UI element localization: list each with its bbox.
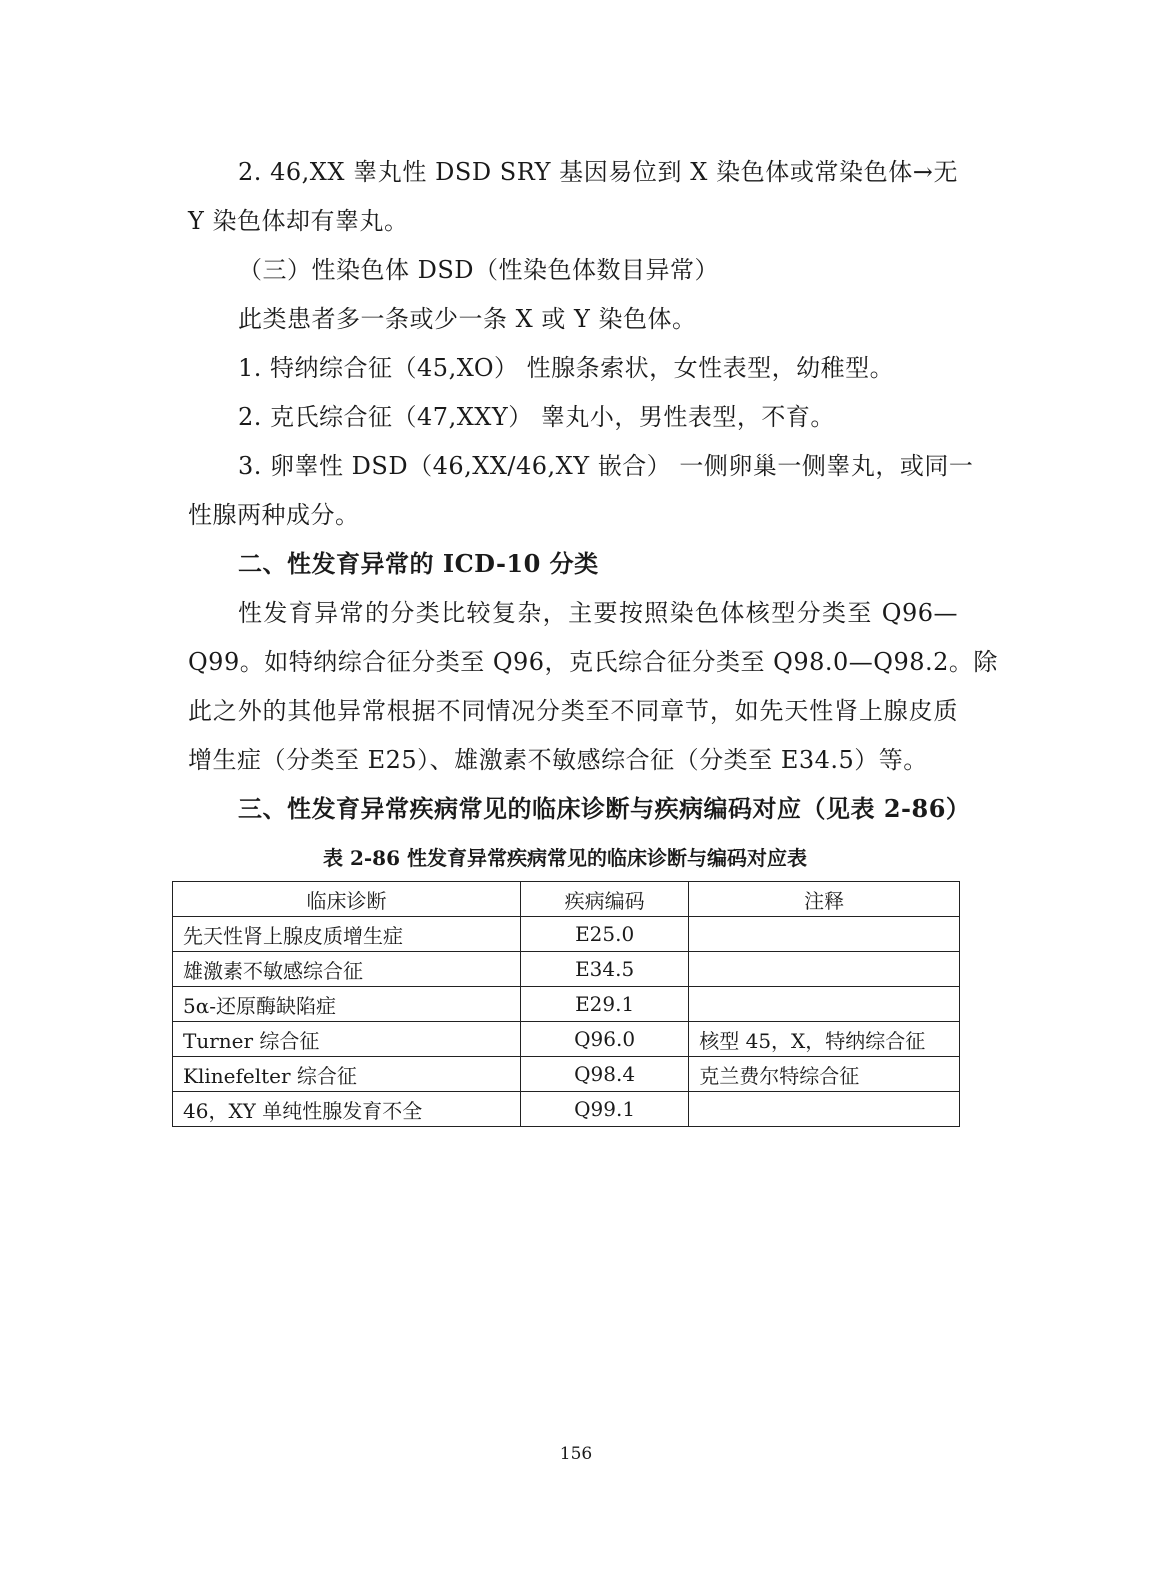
cell-note xyxy=(689,987,960,1022)
table-header-row xyxy=(173,882,960,917)
cell-code: Q98.4 xyxy=(521,1057,689,1092)
cell-code: Q99.1 xyxy=(521,1092,689,1127)
section-heading-sex-chromosome-dsd: （三）性染色体 DSD（性染色体数目异常） xyxy=(238,256,720,284)
cell-note xyxy=(689,1092,960,1127)
cell-diagnosis: Turner 综合征 xyxy=(173,1022,521,1057)
table-row xyxy=(173,1022,960,1057)
cell-diagnosis: 雄激素不敏感综合征 xyxy=(173,952,521,987)
table-row xyxy=(173,917,960,952)
page-number: 156 xyxy=(559,1444,593,1464)
diagnosis-code-table xyxy=(172,881,960,1127)
cell-note xyxy=(689,917,960,952)
cell-note xyxy=(689,952,960,987)
table-row xyxy=(173,952,960,987)
cell-code: E25.0 xyxy=(521,917,689,952)
table-row xyxy=(173,1057,960,1092)
heading-icd10-classification: 二、性发育异常的 ICD-10 分类 xyxy=(238,549,599,578)
paragraph-46xx-line2: Y 染色体却有睾丸。 xyxy=(188,207,409,235)
table-row xyxy=(173,987,960,1022)
table-caption: 表 2-86 性发育异常疾病常见的临床诊断与编码对应表 xyxy=(323,846,807,870)
header-clinical-diagnosis: 临床诊断 xyxy=(173,882,521,917)
paragraph-chromosome-count: 此类患者多一条或少一条 X 或 Y 染色体。 xyxy=(238,305,697,333)
cell-diagnosis: 46，XY 单纯性腺发育不全 xyxy=(173,1092,521,1127)
cell-diagnosis: 5α-还原酶缺陷症 xyxy=(173,987,521,1022)
cell-diagnosis: 先天性肾上腺皮质增生症 xyxy=(173,917,521,952)
cell-note: 核型 45，X，特纳综合征 xyxy=(689,1022,960,1057)
table-row xyxy=(173,1092,960,1127)
cell-diagnosis: Klinefelter 综合征 xyxy=(173,1057,521,1092)
paragraph-46xx-line1: 2. 46,XX 睾丸性 DSD SRY 基因易位到 X 染色体或常染色体→无 xyxy=(238,158,958,186)
paragraph-classification-line1: 性发育异常的分类比较复杂，主要按照染色体核型分类至 Q96— xyxy=(238,599,958,627)
cell-code: E34.5 xyxy=(521,952,689,987)
paragraph-classification-line4: 增生症（分类至 E25）、雄激素不敏感综合征（分类至 E34.5）等。 xyxy=(188,746,928,774)
header-disease-code: 疾病编码 xyxy=(521,882,689,917)
cell-note: 克兰费尔特综合征 xyxy=(689,1057,960,1092)
cell-code: Q96.0 xyxy=(521,1022,689,1057)
paragraph-classification-line2: Q99。如特纳综合征分类至 Q96，克氏综合征分类至 Q98.0—Q98.2。除 xyxy=(188,648,998,676)
list-item-turner: 1. 特纳综合征（45,XO） 性腺条索状，女性表型，幼稚型。 xyxy=(238,354,895,382)
list-item-ovotesticular-line2: 性腺两种成分。 xyxy=(188,501,360,529)
header-notes: 注释 xyxy=(689,882,960,917)
heading-diagnosis-code-mapping: 三、性发育异常疾病常见的临床诊断与疾病编码对应（见表 2-86） xyxy=(238,794,971,823)
list-item-klinefelter: 2. 克氏综合征（47,XXY） 睾丸小，男性表型，不育。 xyxy=(238,403,835,431)
list-item-ovotesticular-line1: 3. 卵睾性 DSD（46,XX/46,XY 嵌合） 一侧卵巢一侧睾丸，或同一 xyxy=(238,452,974,480)
cell-code: E29.1 xyxy=(521,987,689,1022)
paragraph-classification-line3: 此之外的其他异常根据不同情况分类至不同章节，如先天性肾上腺皮质 xyxy=(188,697,958,725)
